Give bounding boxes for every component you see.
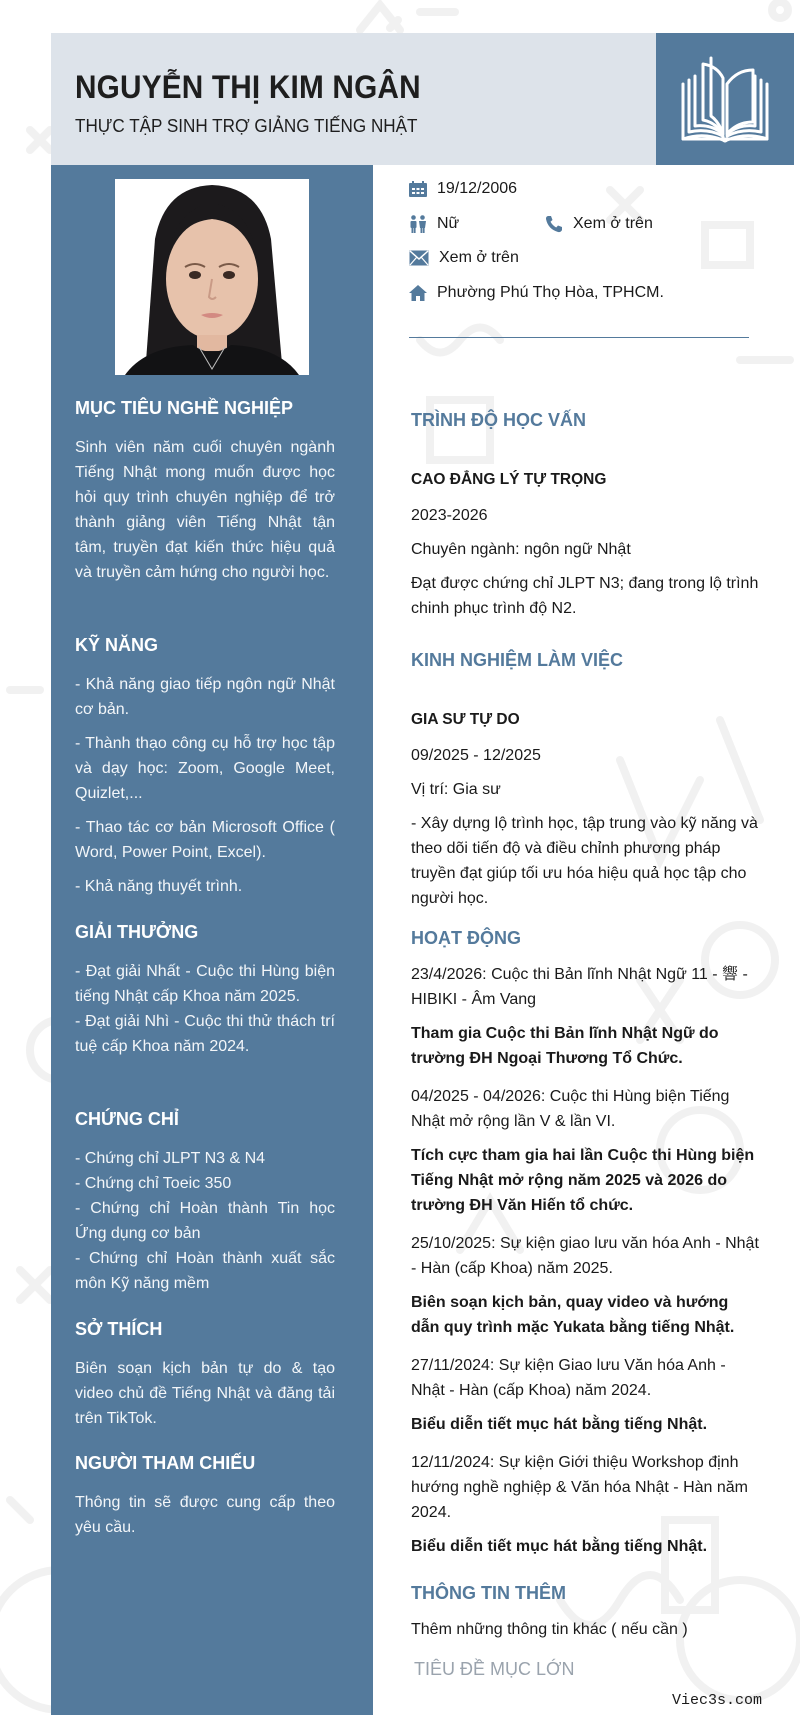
objective-text: Sinh viên năm cuối chuyên ngành Tiếng Nhật mong muốn được học hỏi quy trình chuyên nghiệp để trở thành giảng viên Tiếng Nhật tận tâm, truyền đạt kiến thức hiệu quả và truyền cảm hứng cho người học. [75, 439, 335, 581]
activity-title: 12/11/2024: Sự kiện Giới thiệu Workshop định hướng nghề nghiệp & Văn hóa Nhật - Hàn năm 2024. [411, 1454, 748, 1521]
phone-icon [545, 215, 563, 233]
activities-heading: HOẠT ĐỘNG [411, 928, 521, 948]
references-text: Thông tin sẽ được cung cấp theo yêu cầu. [75, 1494, 335, 1536]
contact-phone [545, 215, 653, 233]
activity-title: 04/2025 - 04/2026: Cuộc thi Hùng biện Tiếng Nhật mở rộng lần V & lần VI. [411, 1088, 730, 1130]
education-major: Chuyên ngành: ngôn ngữ Nhật [411, 541, 631, 558]
calendar-icon [409, 181, 427, 197]
candidate-name: NGUYỄN THỊ KIM NGÂN [75, 69, 421, 105]
references-section [75, 1453, 335, 1549]
activity-detail: Biểu diễn tiết mục hát bằng tiếng Nhật. [411, 1538, 708, 1555]
skill-item: - Khả năng giao tiếp ngôn ngữ Nhật cơ bản. [75, 676, 335, 718]
objective-heading: MỤC TIÊU NGHỀ NGHIỆP [75, 398, 294, 418]
activity-title: 27/11/2024: Sự kiện Giao lưu Văn hóa Anh - Nhật - Hàn (cấp Khoa) năm 2024. [411, 1357, 726, 1399]
watermark: Viec3s.com [672, 1692, 763, 1709]
phone-value: Xem ở trên [573, 215, 653, 232]
experience-block [411, 707, 761, 911]
certificates-list [75, 1146, 335, 1296]
sidebar [51, 165, 373, 1715]
contact-address [409, 284, 664, 302]
gender-icon [409, 215, 427, 233]
education-note: Đạt được chứng chỉ JLPT N3; đang trong lộ trình chinh phục trình độ N2. [411, 575, 759, 617]
home-icon [409, 285, 427, 301]
contact-email [409, 249, 519, 267]
contact-divider [409, 337, 749, 338]
additional-text: Thêm những thông tin khác ( nếu cần ) [411, 1621, 688, 1638]
contact-gender [409, 215, 459, 233]
contact-birthday [409, 180, 517, 198]
awards-section [75, 922, 335, 1059]
certificate-item: - Chứng chỉ Toeic 350 [75, 1175, 232, 1192]
skill-item: - Thành thạo công cụ hỗ trợ học tập và dạy học: Zoom, Google Meet, Quizlet,... [75, 735, 335, 802]
experience-company: GIA SƯ TỰ DO [411, 711, 520, 728]
experience-description: - Xây dựng lộ trình học, tập trung vào kỹ năng và theo dõi tiến độ và điều chỉnh phương pháp truyền đạt giúp tối ưu hóa hiệu quả học tập cho người học. [411, 815, 758, 907]
avatar-photo [115, 179, 309, 375]
activity-title: 23/4/2026: Cuộc thi Bản lĩnh Nhật Ngữ 11 - 響 - HIBIKI - Âm Vang [411, 966, 748, 1008]
envelope-icon [409, 250, 429, 266]
skill-item: - Thao tác cơ bản Microsoft Office ( Word, Power Point, Excel). [75, 819, 335, 861]
hobbies-heading: SỞ THÍCH [75, 1319, 163, 1339]
activities-list [411, 962, 761, 1559]
education-block [411, 467, 761, 621]
award-item: - Đạt giải Nhất - Cuộc thi Hùng biện tiếng Nhật cấp Khoa năm 2025. [75, 963, 335, 1005]
experience-period: 09/2025 - 12/2025 [411, 747, 541, 764]
certificates-section [75, 1109, 335, 1296]
hobbies-text: Biên soạn kịch bản tự do & tạo video chủ đề Tiếng Nhật và đăng tải trên TikTok. [75, 1360, 335, 1427]
header-icon-box [656, 33, 794, 165]
awards-list [75, 959, 335, 1059]
education-school: CAO ĐẲNG LÝ TỰ TRỌNG [411, 471, 607, 488]
award-item: - Đạt giải Nhì - Cuộc thi thử thách trí tuệ cấp Khoa năm 2024. [75, 1013, 335, 1055]
objective-section [75, 398, 335, 594]
awards-heading: GIẢI THƯỞNG [75, 922, 199, 942]
activity-item [411, 1450, 761, 1559]
skills-section [75, 635, 335, 908]
activity-item [411, 1353, 761, 1437]
activity-detail: Biểu diễn tiết mục hát bằng tiếng Nhật. [411, 1416, 708, 1433]
experience-position: Vị trí: Gia sư [411, 781, 501, 798]
certificates-heading: CHỨNG CHỈ [75, 1109, 179, 1129]
certificate-item: - Chứng chỉ Hoàn thành xuất sắc môn Kỹ năng mềm [75, 1250, 335, 1292]
certificate-item: - Chứng chỉ JLPT N3 & N4 [75, 1150, 266, 1167]
certificate-item: - Chứng chỉ Hoàn thành Tin học Ứng dụng cơ bản [75, 1200, 335, 1242]
activity-item [411, 962, 761, 1071]
education-period: 2023-2026 [411, 507, 488, 524]
hobbies-section [75, 1319, 335, 1440]
references-heading: NGƯỜI THAM CHIẾU [75, 1453, 256, 1473]
resume-header [51, 33, 656, 165]
experience-heading: KINH NGHIỆM LÀM VIỆC [411, 650, 624, 670]
activity-detail: Biên soạn kịch bản, quay video và hướng dẫn quy trình mặc Yukata bằng tiếng Nhật. [411, 1294, 735, 1336]
skills-heading: KỸ NĂNG [75, 635, 159, 655]
gender-value: Nữ [437, 215, 460, 232]
activity-title: 25/10/2025: Sự kiện giao lưu văn hóa Anh - Nhật - Hàn (cấp Khoa) năm 2025. [411, 1235, 759, 1277]
open-book-icon [677, 54, 773, 144]
additional-heading: THÔNG TIN THÊM [411, 1583, 566, 1603]
portrait-image [115, 179, 309, 375]
email-value: Xem ở trên [439, 249, 519, 266]
job-title: THỰC TẬP SINH TRỢ GIẢNG TIẾNG NHẬT [75, 116, 418, 136]
activity-item [411, 1084, 761, 1218]
address-value: Phường Phú Thọ Hòa, TPHCM. [437, 284, 664, 301]
activity-item [411, 1231, 761, 1340]
skill-item: - Khả năng thuyết trình. [75, 878, 243, 895]
activity-detail: Tích cực tham gia hai lần Cuộc thi Hùng biện Tiếng Nhật mở rộng năm 2025 và 2026 do trường ĐH Văn Hiến tổ chức. [411, 1147, 755, 1214]
education-heading: TRÌNH ĐỘ HỌC VẤN [411, 410, 586, 430]
birthday-value: 19/12/2006 [437, 180, 518, 197]
activity-detail: Tham gia Cuộc thi Bản lĩnh Nhật Ngữ do trường ĐH Ngoại Thương Tổ Chức. [411, 1025, 719, 1067]
skills-list [75, 672, 335, 899]
placeholder-section-heading[interactable]: TIÊU ĐỀ MỤC LỚN [414, 1659, 575, 1679]
